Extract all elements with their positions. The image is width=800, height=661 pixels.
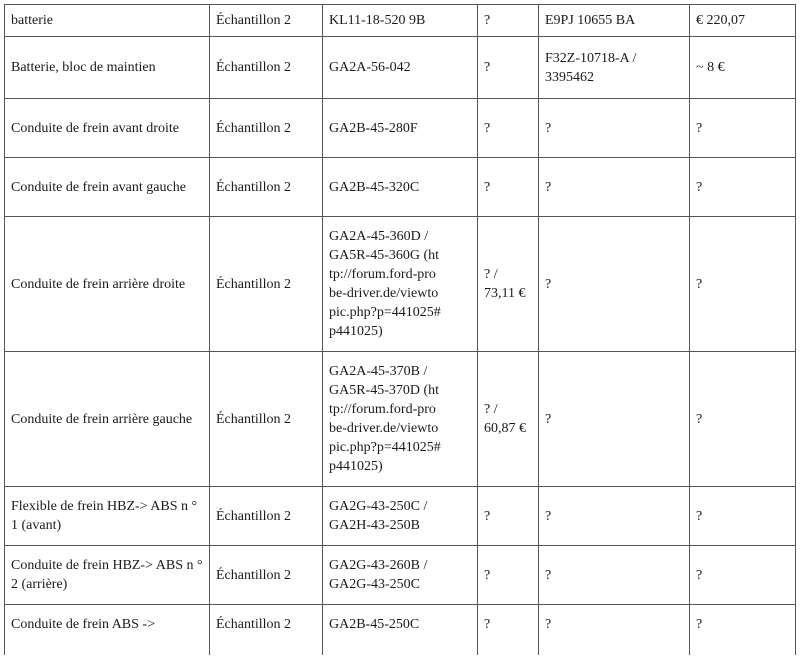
table-row: [5, 5, 796, 37]
sample-cell: Échantillon 2: [210, 99, 323, 158]
table-row: [5, 37, 796, 99]
table-row: [5, 217, 796, 352]
sample-cell: Échantillon 2: [210, 5, 323, 37]
cost-cell: ?: [690, 605, 796, 655]
part-name-cell: Flexible de frein HBZ-> ABS n ° 1 (avant): [5, 487, 210, 546]
price-cell: ? / 60,87 €: [478, 352, 539, 487]
cost-cell: ~ 8 €: [690, 37, 796, 99]
part-name-cell: Conduite de frein avant droite: [5, 99, 210, 158]
cost-cell: ?: [690, 217, 796, 352]
sample-cell: Échantillon 2: [210, 217, 323, 352]
part-number-cell: GA2B-45-320C: [323, 158, 478, 217]
part-name-cell: batterie: [5, 5, 210, 37]
sample-cell: Échantillon 2: [210, 605, 323, 655]
part-name-cell: Conduite de frein arrière gauche: [5, 352, 210, 487]
part-number-cell: GA2A-45-370B / GA5R-45-370D (ht tp://forum.ford-pro be-driver.de/viewto pic.php?p=441025# p441025): [323, 352, 478, 487]
table-row: [5, 99, 796, 158]
part-number-cell: GA2B-45-250C: [323, 605, 478, 655]
cost-cell: ?: [690, 487, 796, 546]
oem-number-cell: E9PJ 10655 BA: [539, 5, 690, 37]
table-row: [5, 546, 796, 605]
table-row: [5, 352, 796, 487]
part-name-cell: Conduite de frein HBZ-> ABS n ° 2 (arrière): [5, 546, 210, 605]
sample-cell: Échantillon 2: [210, 37, 323, 99]
part-name-cell: Conduite de frein ABS ->: [5, 605, 210, 655]
cost-cell: ?: [690, 99, 796, 158]
sample-cell: Échantillon 2: [210, 546, 323, 605]
part-name-cell: Batterie, bloc de maintien: [5, 37, 210, 99]
cost-cell: ?: [690, 352, 796, 487]
table-row: [5, 605, 796, 655]
sample-cell: Échantillon 2: [210, 487, 323, 546]
price-cell: ?: [478, 37, 539, 99]
part-number-cell: GA2G-43-260B / GA2G-43-250C: [323, 546, 478, 605]
part-name-cell: Conduite de frein arrière droite: [5, 217, 210, 352]
price-cell: ?: [478, 5, 539, 37]
part-number-cell: GA2A-56-042: [323, 37, 478, 99]
oem-number-cell: ?: [539, 352, 690, 487]
part-number-cell: GA2G-43-250C / GA2H-43-250B: [323, 487, 478, 546]
oem-number-cell: ?: [539, 546, 690, 605]
oem-number-cell: ?: [539, 99, 690, 158]
oem-number-cell: ?: [539, 605, 690, 655]
table-row: [5, 158, 796, 217]
price-cell: ?: [478, 605, 539, 655]
table-row: [5, 487, 796, 546]
sample-cell: Échantillon 2: [210, 352, 323, 487]
price-cell: ?: [478, 158, 539, 217]
cost-cell: ?: [690, 158, 796, 217]
price-cell: ?: [478, 487, 539, 546]
oem-number-cell: ?: [539, 487, 690, 546]
part-name-cell: Conduite de frein avant gauche: [5, 158, 210, 217]
oem-number-cell: ?: [539, 158, 690, 217]
sample-cell: Échantillon 2: [210, 158, 323, 217]
price-cell: ?: [478, 99, 539, 158]
price-cell: ? / 73,11 €: [478, 217, 539, 352]
part-number-cell: GA2B-45-280F: [323, 99, 478, 158]
part-number-cell: GA2A-45-360D / GA5R-45-360G (ht tp://forum.ford-pro be-driver.de/viewto pic.php?p=441025# p441025): [323, 217, 478, 352]
parts-table: [4, 4, 796, 655]
oem-number-cell: F32Z-10718-A / 3395462: [539, 37, 690, 99]
price-cell: ?: [478, 546, 539, 605]
part-number-cell: KL11-18-520 9B: [323, 5, 478, 37]
oem-number-cell: ?: [539, 217, 690, 352]
cost-cell: € 220,07: [690, 5, 796, 37]
cost-cell: ?: [690, 546, 796, 605]
